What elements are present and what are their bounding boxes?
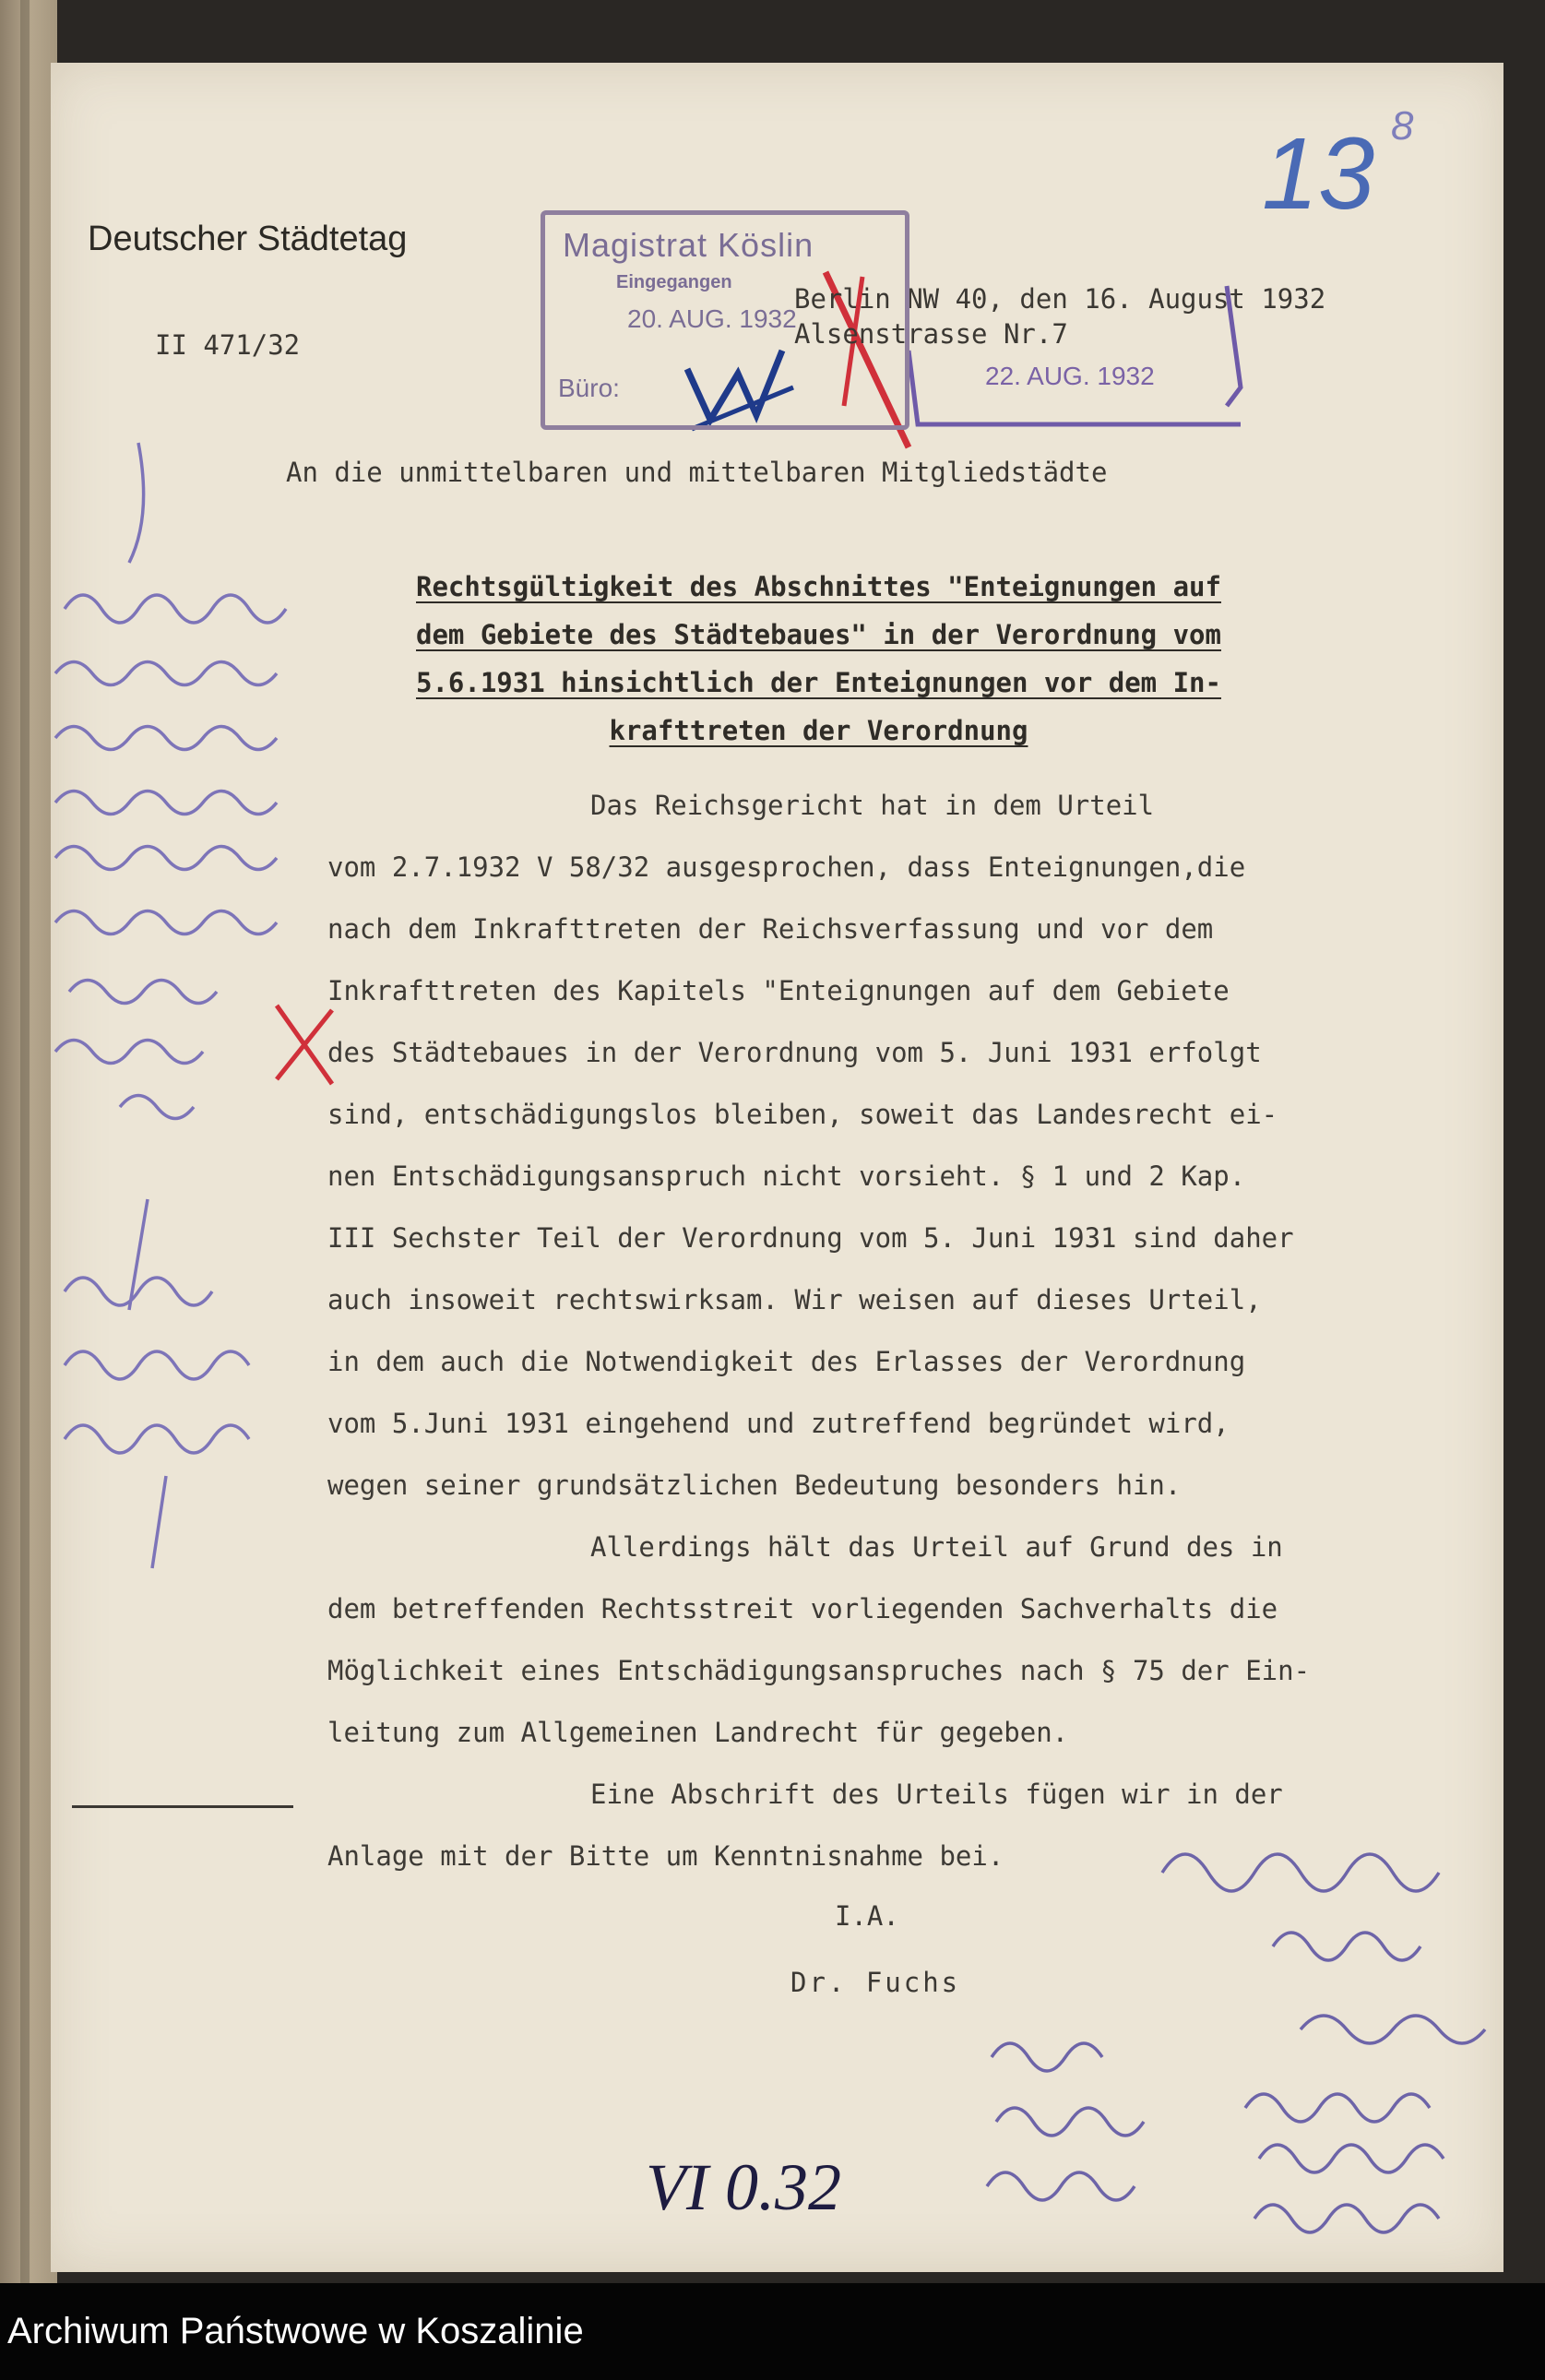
body-line: Allerdings hält das Urteil auf Grund des in (590, 1531, 1283, 1563)
stamp-received-label: Eingegangen (616, 272, 732, 292)
initials-scribbles (987, 1854, 1485, 2232)
margin-notes (55, 443, 286, 1568)
stamp-title: Magistrat Köslin (563, 226, 814, 264)
stamp-buero-label: Büro: (558, 374, 620, 402)
subject-block (337, 563, 1301, 755)
recipient-line: An die unmittelbaren und mittelbaren Mitgliedstädte (286, 457, 1108, 488)
second-stamp-date: 22. AUG. 1932 (985, 362, 1155, 390)
body-line: Das Reichsgericht hat in dem Urteil (590, 790, 1155, 821)
reference-number: II 471/32 (155, 329, 301, 361)
body-line: Anlage mit der Bitte um Kenntnisnahme bei. (327, 1840, 1004, 1872)
body-line: in dem auch die Notwendigkeit des Erlasses der Verordnung (327, 1346, 1246, 1377)
body-line: Möglichkeit eines Entschädigungsanspruches nach § 75 der Ein- (327, 1655, 1311, 1686)
address-line: Alsenstrasse Nr.7 (794, 318, 1068, 350)
body-line: Inkrafttreten des Kapitels "Enteignungen auf dem Gebiete (327, 975, 1230, 1006)
margin-rule (72, 1805, 293, 1808)
body-line: auch insoweit rechtswirksam. Wir weisen auf dieses Urteil, (327, 1284, 1262, 1315)
file-code: VI 0.32 (646, 2150, 841, 2224)
red-x-mark (277, 1006, 332, 1084)
body-line: dem betreffenden Rechtsstreit vorliegenden Sachverhalts die (327, 1593, 1278, 1624)
body-line: III Sechster Teil der Verordnung vom 5. Juni 1931 sind daher (327, 1222, 1294, 1254)
stamp-date: 20. AUG. 1932 (627, 304, 797, 333)
body-line: des Städtebaues in der Verordnung vom 5. Juni 1931 erfolgt (327, 1037, 1262, 1068)
signer-name: Dr. Fuchs (790, 1967, 961, 1998)
archive-name: Archiwum Państwowe w Koszalinie (7, 2311, 584, 2351)
page-number: 13 (1262, 117, 1375, 231)
body-line: leitung zum Allgemeinen Landrecht für gegeben. (327, 1717, 1069, 1748)
subject-line: Rechtsgültigkeit des Abschnittes "Enteignungen auf (416, 571, 1221, 602)
subject-line: 5.6.1931 hinsichtlich der Enteignungen vor dem In- (416, 667, 1221, 698)
letter-body (327, 775, 1310, 1887)
body-line: nen Entschädigungsanspruch nicht vorsieht. § 1 und 2 Kap. (327, 1160, 1246, 1192)
sender-letterhead: Deutscher Städtetag (88, 220, 408, 258)
page-number-alt: 8 (1391, 103, 1414, 149)
body-line: vom 2.7.1932 V 58/32 ausgesprochen, dass Enteignungen,die (327, 851, 1246, 883)
body-line: nach dem Inkrafttreten der Reichsverfassung und vor dem (327, 913, 1214, 945)
body-line: vom 5.Juni 1931 eingehend und zutreffend begründet wird, (327, 1408, 1230, 1439)
place-date-line: Berlin NW 40, den 16. August 1932 (794, 283, 1326, 315)
closing-ia: I.A. (835, 1900, 899, 1932)
body-line: wegen seiner grundsätzlichen Bedeutung besonders hin. (327, 1470, 1182, 1501)
subject-line: dem Gebiete des Städtebaues" in der Verordnung vom (416, 619, 1221, 650)
body-line: sind, entschädigungslos bleiben, soweit das Landesrecht ei- (327, 1099, 1278, 1130)
body-line: Eine Abschrift des Urteils fügen wir in der (590, 1779, 1283, 1810)
subject-line: krafttreten der Verordnung (609, 715, 1028, 746)
